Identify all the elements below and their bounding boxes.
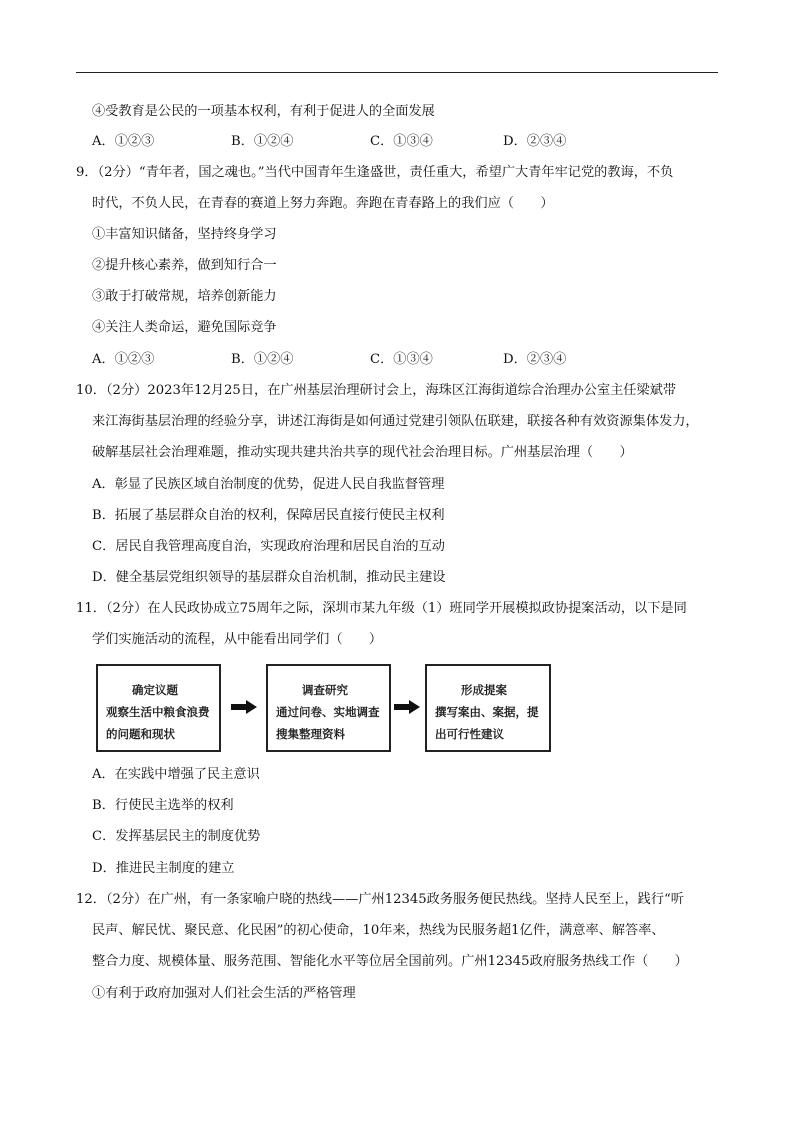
q9-option-a[interactable]: A．①②③ (92, 352, 155, 367)
q9-stem-line1: 9．（2分）“青年者，国之魂也。”当代中国青年生逢盛世，责任重大，希望广大青年牢记党的教诲，不负 (76, 165, 674, 180)
q11-option-a[interactable]: A．在实践中增强了民主意识 (92, 767, 260, 782)
flow-step-topic-title: 确定议题 (132, 683, 178, 697)
q8-item-4: ④受教育是公民的一项基本权利，有利于促进人的全面发展 (92, 104, 435, 119)
q9-item-1: ①丰富知识储备，坚持终身学习 (92, 227, 277, 242)
q8-option-c[interactable]: C．①③④ (370, 134, 433, 149)
header-rule (76, 72, 718, 73)
q9-option-b[interactable]: B．①②④ (231, 352, 294, 367)
q9-option-d[interactable]: D．②③④ (503, 352, 567, 367)
q10-option-b[interactable]: B．拓展了基层群众自治的权利，保障居民直接行使民主权利 (92, 508, 445, 523)
flow-step-proposal-text2: 出可行性建议 (435, 727, 504, 741)
right-arrow-icon (231, 700, 257, 714)
q8-option-d[interactable]: D．②③④ (503, 134, 567, 149)
flow-step-proposal (425, 664, 551, 752)
q8-option-b[interactable]: B．①②④ (231, 134, 294, 149)
q12-stem-line2: 民声、解民忧、聚民意、化民困”的初心使命，10年来，热线为民服务超1亿件，满意率、解答率、 (92, 923, 665, 938)
flow-step-research-text1: 通过问卷、实地调查 (276, 705, 380, 719)
q8-option-a[interactable]: A．①②③ (92, 134, 155, 149)
q9-item-2: ②提升核心素养，做到知行合一 (92, 258, 277, 273)
flow-step-topic-text1: 观察生活中粮食浪费 (106, 705, 210, 719)
right-arrow-icon (394, 700, 420, 714)
q10-stem-line1: 10．（2分）2023年12月25日，在广州基层治理研讨会上，海珠区江海街道综合治理办公室主任梁斌带 (76, 383, 677, 398)
q10-stem-line2: 来江海街基层治理的经验分享，讲述江海街是如何通过党建引领队伍联建，联接各种有效资源集体发力， (92, 414, 699, 429)
q11-option-d[interactable]: D．推进民主制度的建立 (92, 861, 235, 876)
flow-step-research (266, 664, 391, 752)
q12-stem-line1: 12．（2分）在广州，有一条家喻户晓的热线——广州12345政务服务便民热线。坚持人民至上，践行“听 (76, 892, 684, 907)
q10-option-d[interactable]: D．健全基层党组织领导的基层群众自治机制，推动民主建设 (92, 570, 446, 585)
q12-stem-line3: 整合力度、规模体量、服务范围、智能化水平等位居全国前列。广州12345政府服务热线工作（ ） (92, 954, 688, 969)
q9-stem-line2: 时代，不负人民，在青春的赛道上努力奔跑。奔跑在青春路上的我们应（ ） (92, 196, 554, 211)
flow-step-topic (96, 664, 221, 752)
flow-step-topic-text2: 的问题和现状 (106, 727, 175, 741)
flow-step-proposal-text1: 撰写案由、案据，提 (435, 705, 539, 719)
q11-stem-line2: 学们实施活动的流程，从中能看出同学们（ ） (92, 632, 383, 647)
q11-option-c[interactable]: C．发挥基层民主的制度优势 (92, 829, 261, 844)
q11-stem-line1: 11．（2分）在人民政协成立75周年之际，深圳市某九年级（1）班同学开展模拟政协提案活动，以下是同 (76, 601, 687, 616)
q10-option-a[interactable]: A．彰显了民族区域自治制度的优势，促进人民自我监督管理 (92, 477, 445, 492)
q10-stem-line3: 破解基层社会治理难题，推动实现共建共治共享的现代社会治理目标。广州基层治理（ ） (92, 445, 633, 460)
q12-item-1: ①有利于政府加强对人们社会生活的严格管理 (92, 986, 356, 1001)
q9-option-c[interactable]: C．①③④ (370, 352, 433, 367)
q9-item-4: ④关注人类命运，避免国际竞争 (92, 320, 277, 335)
q11-option-b[interactable]: B．行使民主选举的权利 (92, 798, 234, 813)
flow-step-proposal-title: 形成提案 (461, 683, 507, 697)
flow-step-research-text2: 搜集整理资料 (276, 727, 345, 741)
q10-option-c[interactable]: C．居民自我管理高度自治，实现政府治理和居民自治的互动 (92, 539, 445, 554)
flow-step-research-title: 调查研究 (302, 683, 348, 697)
q9-item-3: ③敢于打破常规，培养创新能力 (92, 289, 277, 304)
